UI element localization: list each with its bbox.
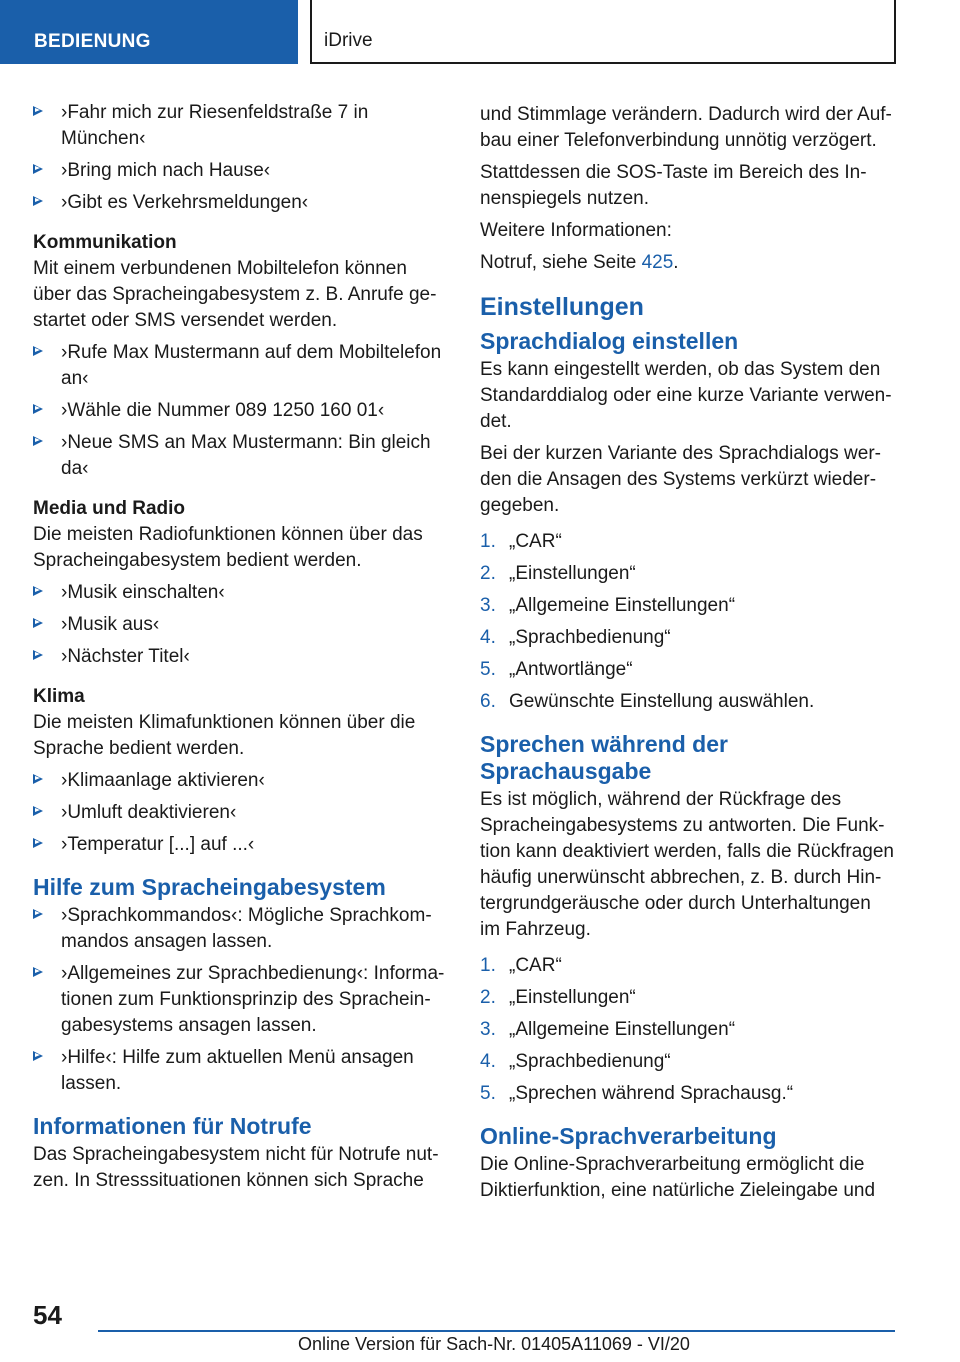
section-label: BEDIENUNG <box>0 0 298 64</box>
list-item: ›Umluft deaktivieren‹ <box>33 800 447 826</box>
list-item: 1. „CAR“ <box>480 531 562 552</box>
triangle-bullet-icon <box>33 586 43 596</box>
heading-einstellungen: Einstellungen <box>480 293 644 321</box>
list-item: 3. „Allgemeine Einstellungen“ <box>480 595 736 616</box>
heading-sprechen: Sprechen während der Sprachausgabe <box>480 731 728 784</box>
paragraph: und Stimmlage verändern. Dadurch wird der Aufbau einer Telefonverbindung unnötig verzögert. <box>480 104 892 151</box>
page-number: 54 <box>33 1300 62 1330</box>
list-item: ›Musik aus‹ <box>33 612 447 638</box>
media-commands-list <box>33 580 447 670</box>
list-item: 1. „CAR“ <box>480 955 562 976</box>
list-item: ›Neue SMS an Max Mustermann: Bin gleich da‹ <box>33 430 447 482</box>
list-item: 4. „Sprachbedienung“ <box>480 627 671 648</box>
triangle-bullet-icon <box>33 967 43 977</box>
paragraph: Es kann eingestellt werden, ob das System den Standarddialog oder eine kurze Variante verwendet. <box>480 359 892 432</box>
list-item: ›Gibt es Verkehrsmeldungen‹ <box>33 190 447 216</box>
triangle-bullet-icon <box>33 618 43 628</box>
list-item: 3. „Allgemeine Einstellungen“ <box>480 1019 736 1040</box>
climate-commands-list <box>33 768 447 858</box>
heading-hilfe: Hilfe zum Spracheingabesystem <box>33 874 386 900</box>
triangle-bullet-icon <box>33 404 43 414</box>
heading-online: Online-Sprachverarbeitung <box>480 1123 777 1149</box>
paragraph: Es ist möglich, während der Rückfrage des Spracheingabesystems zu antworten. Die Funktion kann deaktiviert werden, falls die Rückfragen häufig unerwünscht abbrechen, z. B. durch Hintergrundgeräusche oder durch Unterhaltungen im Fahrzeug. <box>480 789 895 940</box>
triangle-bullet-icon <box>33 774 43 784</box>
triangle-bullet-icon <box>33 106 43 116</box>
list-item: ›Rufe Max Mustermann auf dem Mobiltelefon an‹ <box>33 340 447 392</box>
page-link[interactable]: 425 <box>641 252 674 273</box>
chapter-title: iDrive <box>324 30 373 51</box>
paragraph: Weitere Informationen: <box>480 220 672 241</box>
list-item: 2. „Einstellungen“ <box>480 563 636 584</box>
paragraph: Stattdessen die SOS-Taste im Bereich des Innenspiegels nutzen. <box>480 162 867 209</box>
page-header <box>0 0 960 66</box>
sprechen-steps-list <box>480 953 894 1107</box>
navigation-commands-list <box>33 100 447 216</box>
paragraph: Die meisten Radiofunktionen können über das Spracheingabesystem bedient werden. <box>33 524 423 571</box>
list-item: 5. „Sprechen während Sprachausg.“ <box>480 1083 794 1104</box>
triangle-bullet-icon <box>33 346 43 356</box>
header-frame <box>310 0 896 64</box>
list-item: ›Fahr mich zur Riesenfeldstraße 7 in München‹ <box>33 100 447 152</box>
footer-divider <box>98 1330 895 1332</box>
triangle-bullet-icon <box>33 196 43 206</box>
left-column <box>33 100 447 1200</box>
list-item: 2. „Einstellungen“ <box>480 987 636 1008</box>
triangle-bullet-icon <box>33 650 43 660</box>
right-column <box>480 102 894 1210</box>
list-item: 4. „Sprachbedienung“ <box>480 1051 671 1072</box>
footer-version-text: Online Version für Sach-Nr. 01405A11069 - VI/20 <box>298 1334 690 1354</box>
list-item: ›Musik einschalten‹ <box>33 580 447 606</box>
triangle-bullet-icon <box>33 164 43 174</box>
list-item: ›Temperatur [...] auf ...‹ <box>33 832 447 858</box>
cross-reference: Notruf, siehe Seite 425. <box>480 252 679 273</box>
triangle-bullet-icon <box>33 1051 43 1061</box>
help-commands-list <box>33 903 447 1097</box>
list-item: ›Klimaanlage aktivieren‹ <box>33 768 447 794</box>
triangle-bullet-icon <box>33 909 43 919</box>
communication-commands-list <box>33 340 447 482</box>
paragraph: Die Online-Sprachverarbeitung ermöglicht die Diktierfunktion, eine natürliche Zieleingabe und <box>480 1154 876 1201</box>
subheading-klima: Klima <box>33 686 85 707</box>
list-item: ›Allgemeines zur Sprachbedienung‹: Informationen zum Funktionsprinzip des Spracheingabesystems ansagen lassen. <box>33 961 447 1039</box>
list-item: ›Sprachkommandos‹: Mögliche Sprachkommandos ansagen lassen. <box>33 903 447 955</box>
dialog-steps-list <box>480 529 894 715</box>
triangle-bullet-icon <box>33 806 43 816</box>
heading-notrufe: Informationen für Notrufe <box>33 1113 312 1139</box>
list-item: 6. Gewünschte Einstellung auswählen. <box>480 691 815 712</box>
list-item: ›Nächster Titel‹ <box>33 644 447 670</box>
paragraph: Mit einem verbundenen Mobiltelefon können über das Spracheingabesystem z. B. Anrufe gestartet oder SMS versendet werden. <box>33 258 437 331</box>
triangle-bullet-icon <box>33 838 43 848</box>
list-item: ›Wähle die Nummer 089 1250 160 01‹ <box>33 398 447 424</box>
list-item: ›Hilfe‹: Hilfe zum aktuellen Menü ansagen lassen. <box>33 1045 447 1097</box>
subheading-kommunikation: Kommunikation <box>33 232 177 253</box>
list-item: 5. „Antwortlänge“ <box>480 659 633 680</box>
list-item: ›Bring mich nach Hause‹ <box>33 158 447 184</box>
triangle-bullet-icon <box>33 436 43 446</box>
paragraph: Das Spracheingabesystem nicht für Notrufe nutzen. In Stresssituationen können sich Sprache <box>33 1144 439 1191</box>
subheading-media: Media und Radio <box>33 498 185 519</box>
paragraph: Die meisten Klimafunktionen können über die Sprache bedient werden. <box>33 712 416 759</box>
paragraph: Bei der kurzen Variante des Sprachdialogs werden die Ansagen des Systems verkürzt wiedergegeben. <box>480 443 881 516</box>
heading-sprachdialog: Sprachdialog einstellen <box>480 328 739 354</box>
